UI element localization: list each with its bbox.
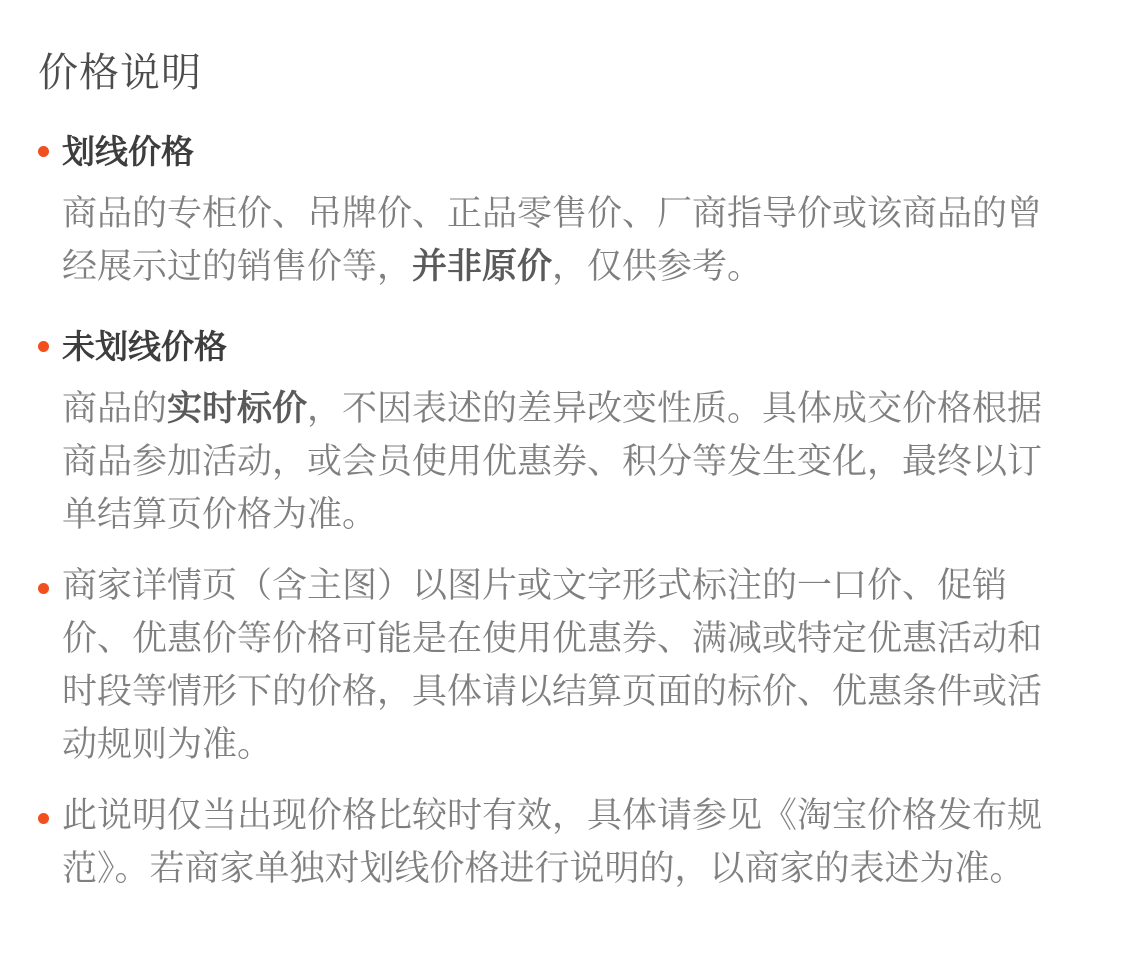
bullet-column xyxy=(38,131,62,293)
list-item xyxy=(38,559,1087,771)
list-item xyxy=(38,789,1087,895)
bullet-column xyxy=(38,559,62,771)
paragraph-line xyxy=(62,435,1070,488)
body-text: 范》。若商家单独对划线价格进行说明的，以商家的表述为准。 xyxy=(62,849,1025,888)
list-item xyxy=(38,131,1087,293)
body-text: 动规则为准。 xyxy=(62,725,273,764)
item-heading: 未划线价格 xyxy=(62,328,227,365)
bullet-dot-icon xyxy=(38,341,49,352)
paragraph-line xyxy=(62,559,1070,612)
emphasis-text: 实时标价 xyxy=(167,389,308,428)
paragraph-line xyxy=(62,612,1070,665)
emphasis-text: 并非原价 xyxy=(412,247,553,286)
body-text: 价、优惠价等价格可能是在使用优惠券、满减或特定优惠活动和 xyxy=(62,619,1043,658)
page-title: 价格说明 xyxy=(38,51,202,95)
list-item xyxy=(38,326,1087,541)
body-text: 时段等情形下的价格，具体请以结算页面的标价、优惠条件或活 xyxy=(62,672,1043,711)
item-content xyxy=(62,131,1070,293)
body-text: 商品参加活动，或会员使用优惠券、积分等发生变化，最终以订 xyxy=(62,442,1043,481)
bullet-dot-icon xyxy=(38,813,49,824)
paragraph-line xyxy=(62,718,1070,771)
body-text: 此说明仅当出现价格比较时有效，具体请参见《淘宝价格发布规 xyxy=(62,796,1043,835)
item-content xyxy=(62,559,1070,771)
body-text: ，不因表述的差异改变性质。具体成交价格根据 xyxy=(307,389,1043,428)
bullet-dot-icon xyxy=(38,146,49,157)
paragraph-line xyxy=(62,789,1070,842)
price-notes-list xyxy=(38,131,1087,895)
body-text: 商家详情页（含主图）以图片或文字形式标注的一口价、促销 xyxy=(62,566,1008,605)
paragraph-line xyxy=(62,240,1070,293)
body-text: ，仅供参考。 xyxy=(552,247,763,286)
body-text: 商品的专柜价、吊牌价、正品零售价、厂商指导价或该商品的曾 xyxy=(62,194,1043,233)
paragraph-line xyxy=(62,665,1070,718)
paragraph-line xyxy=(62,842,1070,895)
bullet-column xyxy=(38,326,62,541)
bullet-column xyxy=(38,789,62,895)
bullet-dot-icon xyxy=(38,583,49,594)
paragraph-line xyxy=(62,187,1070,240)
body-text: 单结算页价格为准。 xyxy=(62,495,378,534)
body-text: 商品的 xyxy=(62,389,168,428)
body-text: 经展示过的销售价等， xyxy=(62,247,413,286)
item-content xyxy=(62,789,1070,895)
paragraph-line xyxy=(62,488,1070,541)
paragraph-line xyxy=(62,382,1070,435)
item-content xyxy=(62,326,1070,541)
item-heading: 划线价格 xyxy=(62,133,194,170)
